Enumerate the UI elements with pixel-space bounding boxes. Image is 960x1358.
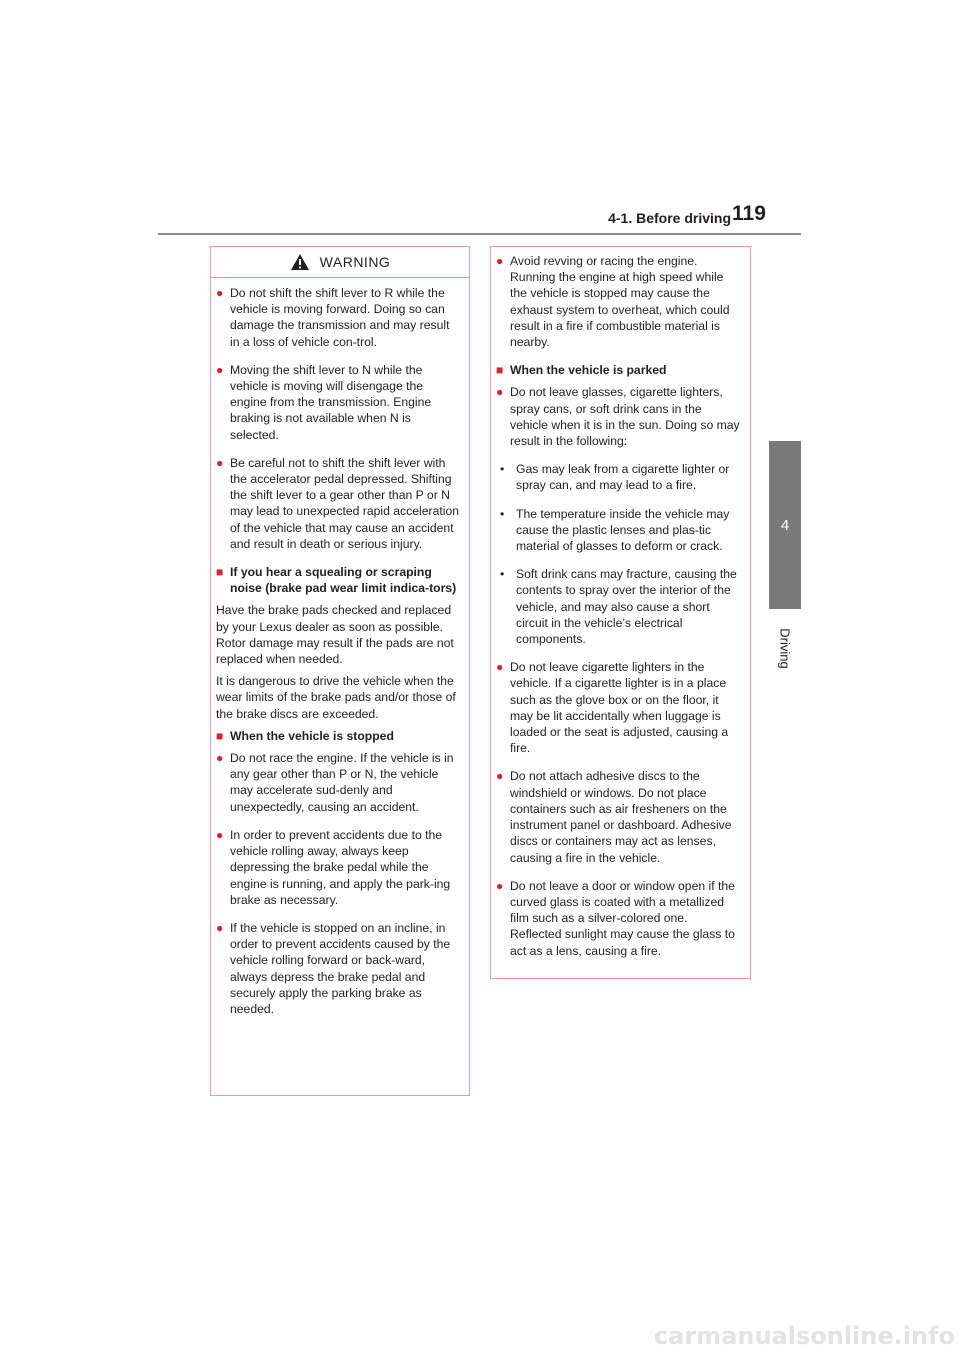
bullet-icon: ● [216, 751, 224, 766]
bullet-icon: ● [216, 362, 224, 377]
section-heading [216, 564, 459, 596]
bullet-item [216, 362, 459, 443]
sub-list-item [496, 506, 740, 555]
chapter-label-text: Driving [777, 627, 793, 669]
warning-title: WARNING [319, 254, 391, 270]
sub-list-text: Gas may leak from a cigarette lighter or spray can, and may lead to a fire. [516, 462, 730, 493]
warning-header [211, 247, 469, 278]
right-column-content [496, 253, 740, 959]
paragraph-text: Have the brake pads checked and replaced by your Lexus dealer as soon as possible. Rotor damage may result if the pads are not replaced when needed. [216, 603, 454, 667]
sub-list-text: Soft drink cans may fracture, causing the contents to spray over the interior of the vehicle, and may also cause a short circuit in the vehicle’s electrical components. [516, 567, 737, 647]
bullet-item [216, 455, 459, 552]
sub-list-item [496, 461, 740, 493]
square-bullet-icon: ■ [496, 363, 504, 378]
bullet-item [216, 920, 459, 1017]
header-divider [158, 233, 801, 235]
bullet-text: Do not shift the shift lever to R while the vehicle is moving forward. Doing so can damage the transmission and may result in a loss of vehicle con-trol. [230, 286, 450, 349]
dot-bullet-icon: • [500, 506, 505, 521]
paragraph [216, 673, 459, 722]
bullet-icon: ● [496, 769, 504, 784]
chapter-number: 4 [780, 516, 790, 534]
chapter-label [766, 618, 804, 678]
bullet-icon: ● [216, 286, 224, 300]
left-column-content [216, 285, 459, 1017]
bullet-icon: ● [496, 385, 504, 400]
bullet-text: In order to prevent accidents due to the vehicle rolling away, always keep depressing the brake pedal while the engine is running, and apply the park-ing brake as necessary. [230, 827, 451, 907]
bullet-icon: ● [496, 878, 504, 893]
sub-list-text: The temperature inside the vehicle may cause the plastic lenses and plas-tic material of glasses to deform or crack. [516, 506, 730, 554]
chapter-tab[interactable] [769, 441, 801, 609]
dot-bullet-icon: • [500, 462, 505, 477]
bullet-text: Do not leave cigarette lighters in the vehicle. If a cigarette lighter is in a place such as the glove box or on the floor, it may be lit accidentally when luggage is loaded or the seat is adjusted, causing a fire. [510, 660, 729, 756]
bullet-item [496, 768, 740, 865]
page-number: 119 [732, 202, 766, 225]
bullet-text: Do not race the engine. If the vehicle is in any gear other than P or N, the vehicle may accelerate sud-denly and unexpectedly, causing an accident. [230, 751, 454, 814]
square-bullet-icon: ■ [216, 565, 224, 580]
bullet-text: Avoid revving or racing the engine. Running the engine at high speed while the vehicle is stopped may cause the exhaust system to overheat, which could result in a fire if combustible material is nearby. [510, 254, 730, 350]
bullet-icon: ● [496, 660, 504, 675]
warning-box-left [210, 246, 470, 1096]
bullet-text: Moving the shift lever to N while the vehicle is moving will disengage the engine from the transmission. Engine braking is not available when N is selected. [230, 362, 432, 442]
bullet-icon: ● [216, 455, 224, 470]
warning-triangle-icon [290, 253, 310, 271]
paragraph-text: It is dangerous to drive the vehicle when the wear limits of the brake pads and/or those of the brake discs are exceeded. [216, 674, 456, 721]
watermark: carmanualsonline.info [653, 1322, 955, 1350]
sub-list-item [496, 566, 740, 647]
bullet-icon: ● [496, 254, 504, 268]
bullet-icon: ● [216, 920, 224, 935]
section-title: 4-1. Before driving [608, 210, 731, 226]
heading-text: If you hear a squealing or scraping noise (brake pad wear limit indica-tors) [230, 565, 457, 596]
bullet-item [216, 750, 459, 815]
dot-bullet-icon: • [500, 567, 505, 582]
bullet-icon: ● [216, 827, 224, 842]
bullet-text: Be careful not to shift the shift lever with the accelerator pedal depressed. Shifting the shift lever to a gear other than P or N may lead to unexpected rapid acceleration of the vehicle that may cause an accident and result in death or serious injury. [230, 455, 459, 551]
bullet-item [216, 827, 459, 908]
bullet-item [216, 285, 459, 350]
section-heading [496, 362, 740, 378]
warning-box-right [490, 246, 751, 979]
paragraph [216, 602, 459, 667]
bullet-text: Do not leave glasses, cigarette lighters, spray cans, or soft drink cans in the vehicle when it is in the sun. Doing so may result in the following: [510, 385, 740, 449]
bullet-text: Do not leave a door or window open if the curved glass is coated with a metallized film such as a silver-colored one. Reflected sunlight may cause the glass to act as a lens, causing a fire. [510, 878, 735, 958]
heading-text: When the vehicle is stopped [230, 728, 394, 743]
bullet-text: If the vehicle is stopped on an incline, in order to prevent accidents caused by the vehicle rolling forward or back-ward, always depress the brake pedal and securely apply the parking brake as needed. [230, 920, 451, 1016]
section-heading [216, 728, 459, 744]
bullet-item [496, 384, 740, 449]
bullet-item [496, 878, 740, 959]
bullet-text: Do not attach adhesive discs to the windshield or windows. Do not place containers such as air fresheners on the instrument panel or dashboard. Adhesive discs or containers may act as lenses, causing a fire in the vehicle. [510, 769, 732, 865]
square-bullet-icon: ■ [216, 728, 224, 743]
bullet-item [496, 659, 740, 756]
bullet-item [496, 253, 740, 350]
heading-text: When the vehicle is parked [510, 363, 667, 378]
